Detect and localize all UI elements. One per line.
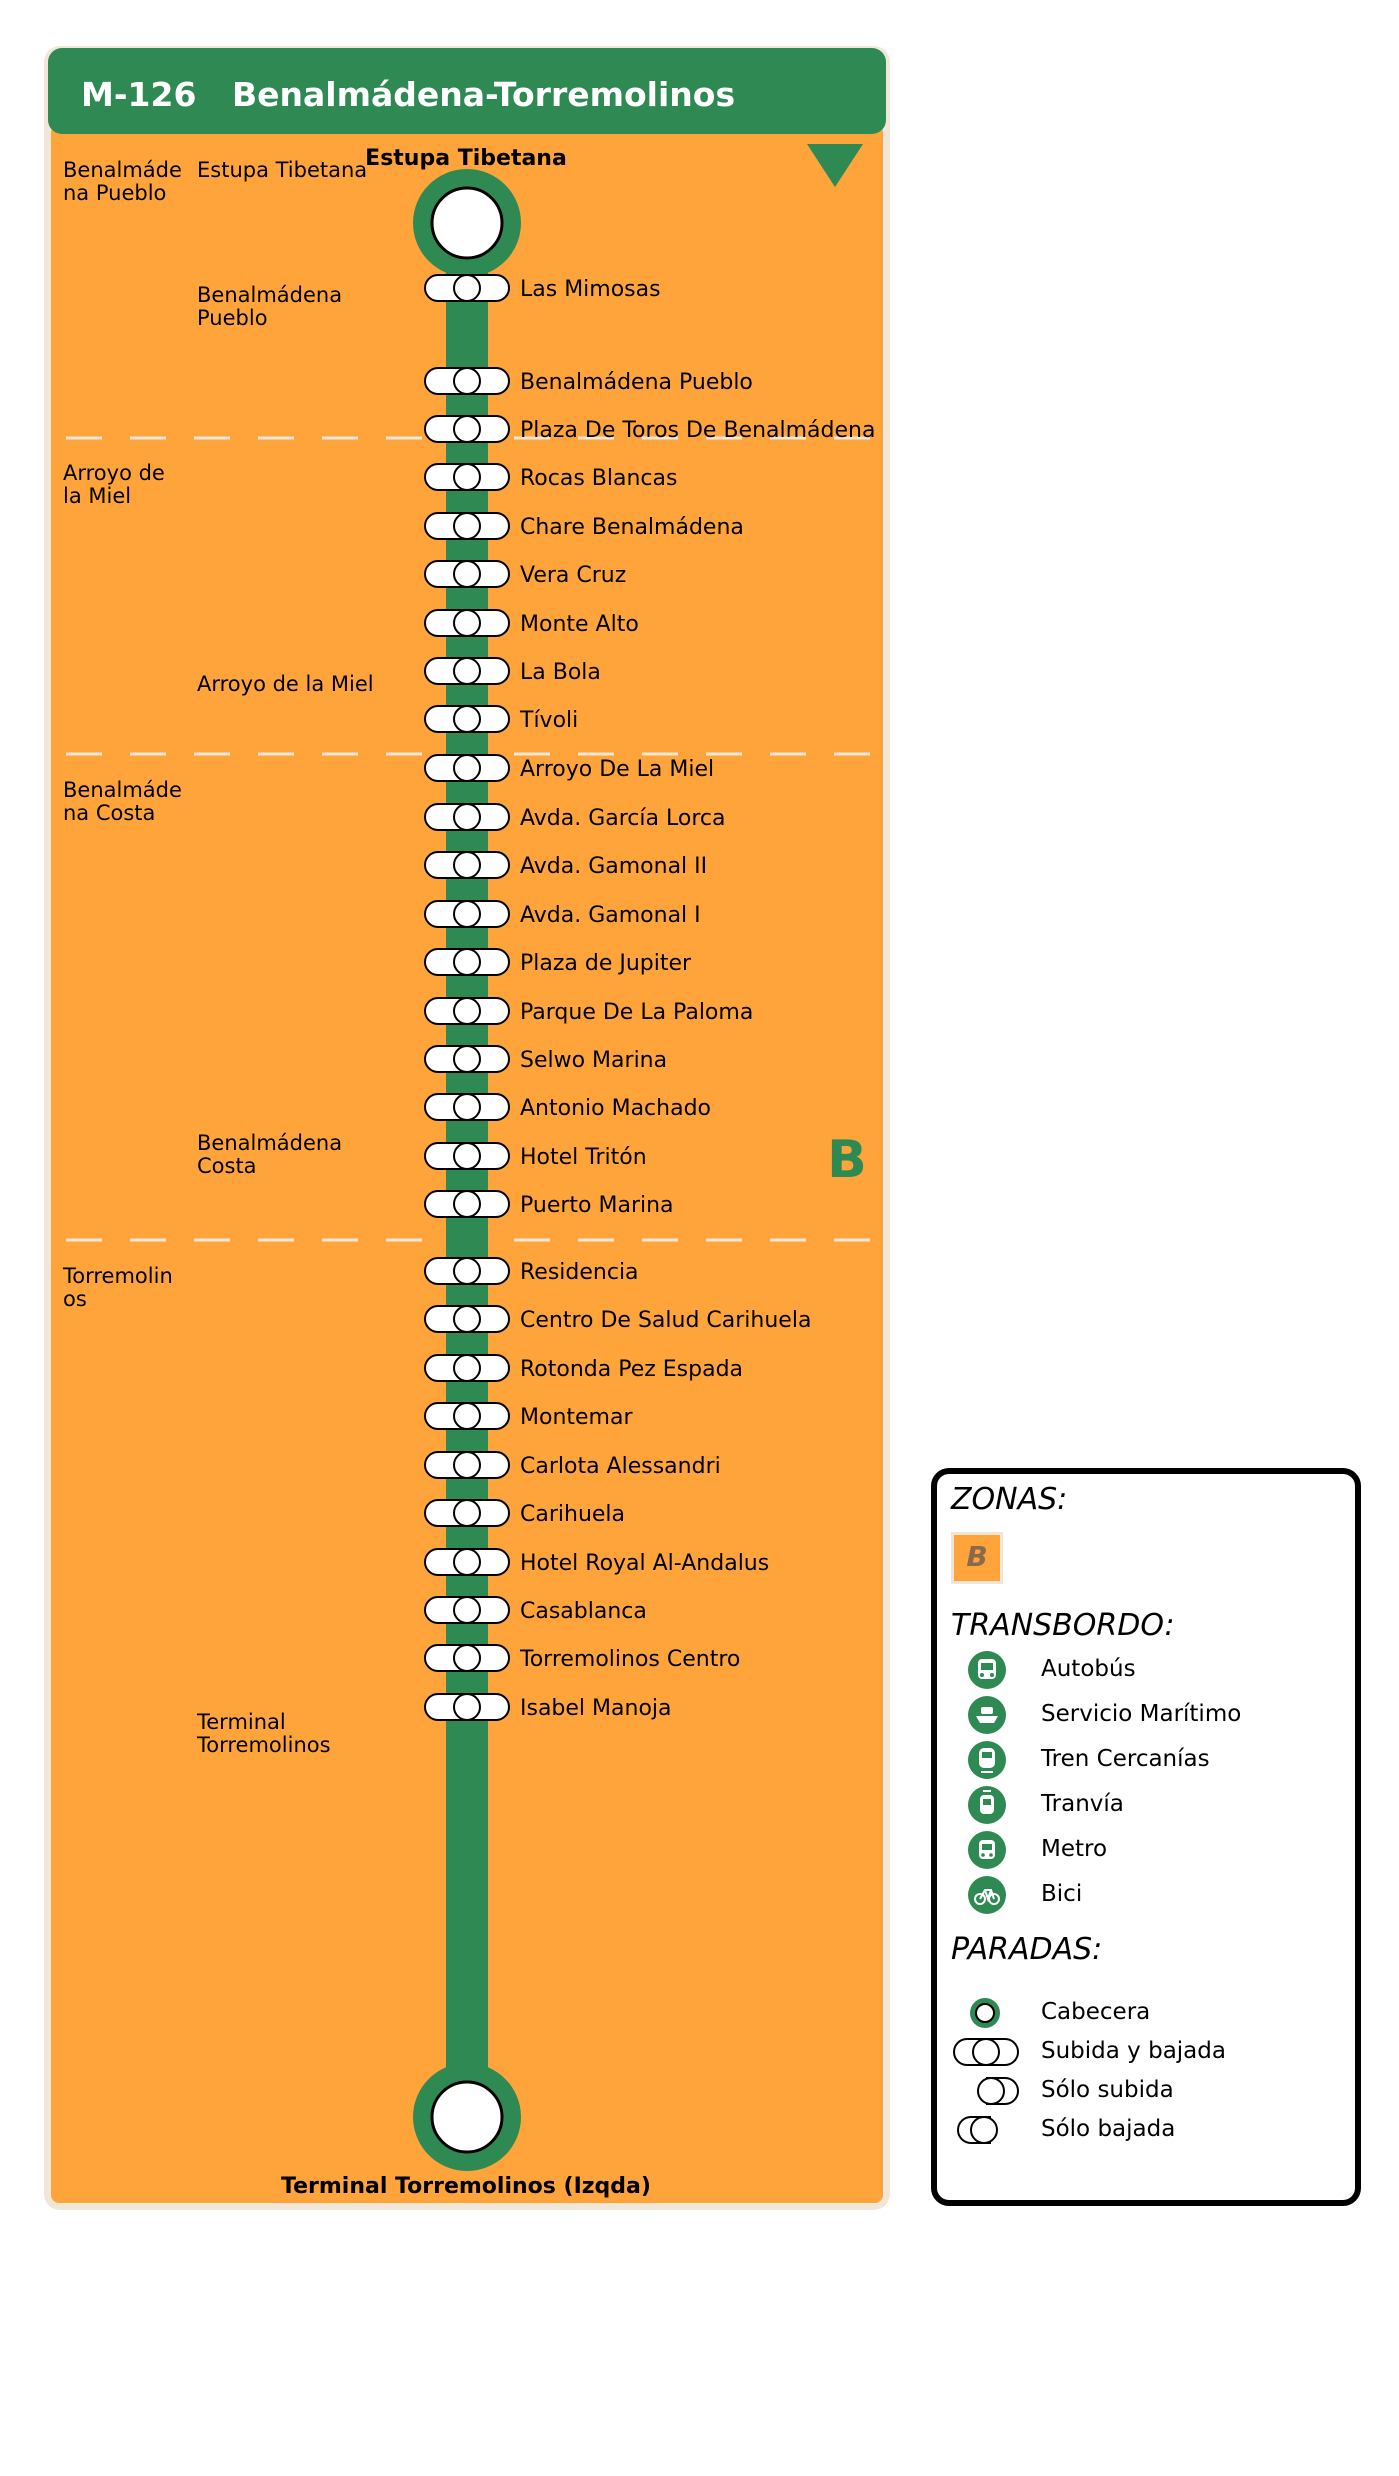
stop-marker-inner [454, 998, 480, 1024]
legend-transfer-label: Autobús [1041, 1656, 1136, 1682]
locality-label: Terminal Torremolinos [197, 1710, 331, 1757]
legend-stop-type-label: Sólo bajada [1041, 2116, 1176, 2142]
stop-row [425, 1046, 667, 1073]
stop-name: Benalmádena Pueblo [520, 370, 753, 395]
legend-transfer-label: Servicio Marítimo [1041, 1701, 1242, 1727]
stop-row [425, 1549, 769, 1576]
stop-name: Carlota Alessandri [520, 1454, 721, 1479]
stop-marker-inner [454, 1046, 480, 1072]
stop-marker-inner [454, 1597, 480, 1623]
stop-name: Avda. Gamonal I [520, 903, 701, 928]
stop-marker-inner [454, 949, 480, 975]
stop-row [425, 1597, 647, 1624]
zone-letter: B [827, 1130, 867, 1190]
stop-row [425, 949, 692, 976]
stop-marker-inner [454, 1645, 480, 1671]
stop-row [425, 275, 661, 302]
terminus-icon [951, 1995, 1023, 2031]
stop-row [425, 1306, 811, 1333]
stop-name: Isabel Manoja [520, 1696, 672, 1721]
stop-name: Torremolinos Centro [520, 1647, 741, 1672]
stop-row [425, 1355, 743, 1382]
stop-row [425, 1094, 711, 1121]
stop-name: Chare Benalmádena [520, 515, 744, 540]
locality-label: Benalmádena Pueblo [197, 283, 343, 330]
stop-marker-inner [454, 706, 480, 732]
bus-icon [967, 1650, 1007, 1690]
legend-stop-type-label: Cabecera [1041, 1999, 1151, 2025]
stop-name: Plaza De Toros De Benalmádena [520, 418, 876, 443]
stop-marker-inner [454, 755, 480, 781]
stop-marker-inner [454, 1452, 480, 1478]
stop-row [425, 1258, 639, 1285]
bike-icon [967, 1875, 1007, 1915]
stop-marker-inner [454, 610, 480, 636]
legend-zones-title: ZONAS: [951, 1482, 1068, 1517]
stop-marker-inner [454, 1403, 480, 1429]
stop-name: Carihuela [520, 1502, 626, 1527]
stop-marker-inner [454, 1694, 480, 1720]
stop-name: Avda. Gamonal II [520, 854, 708, 879]
legend-transfer-title: TRANSBORDO: [951, 1608, 1175, 1643]
stop-name: La Bola [520, 660, 601, 685]
stop-marker-inner [454, 804, 480, 830]
stop-marker-inner [454, 1143, 480, 1169]
stop-marker-inner [454, 416, 480, 442]
stop-marker-inner [454, 1549, 480, 1575]
stop-row [425, 1645, 740, 1672]
municipality-label: Torremolin os [63, 1264, 173, 1311]
tram-icon [967, 1785, 1007, 1825]
stop-name: Selwo Marina [520, 1048, 668, 1073]
locality-label: Estupa Tibetana [197, 158, 368, 182]
terminus-end-label: Terminal Torremolinos (Izqda) [281, 2174, 651, 2199]
stop-name: Vera Cruz [520, 563, 627, 588]
stop-row [425, 1694, 672, 1721]
stop-marker-inner [454, 1258, 480, 1284]
stop-marker-inner [454, 513, 480, 539]
legend-transfer-label: Tren Cercanías [1041, 1746, 1210, 1772]
stop-row [425, 1143, 647, 1170]
stop-row [425, 804, 725, 831]
stop-marker-inner [454, 658, 480, 684]
municipality-label: Benalmáde na Pueblo [63, 158, 182, 205]
stop-name: Rotonda Pez Espada [520, 1357, 744, 1382]
stop-row [425, 1452, 721, 1479]
legend-zone-sample: B [951, 1532, 1003, 1584]
stop-name: Casablanca [520, 1599, 647, 1624]
stop-marker-inner [454, 368, 480, 394]
stop-row [425, 1191, 674, 1218]
stop-marker-inner [454, 1191, 480, 1217]
stop-name: Plaza de Jupiter [520, 951, 692, 976]
stop-marker-inner [454, 901, 480, 927]
metro-icon [967, 1830, 1007, 1870]
stop-marker-inner [454, 464, 480, 490]
stop-row [425, 706, 578, 733]
stop-row [425, 513, 744, 540]
stop-name: Centro De Salud Carihuela [520, 1308, 812, 1333]
terminus-end-inner [432, 2082, 502, 2152]
legend-transfer-label: Metro [1041, 1836, 1108, 1862]
terminus-start-inner [432, 188, 502, 258]
stop-name: Parque De La Paloma [520, 1000, 754, 1025]
stop-name: Las Mimosas [520, 277, 661, 302]
terminus-start-label: Estupa Tibetana [365, 146, 567, 171]
stop-row [425, 561, 626, 588]
legend-transfer-label: Tranvía [1041, 1791, 1124, 1817]
stop-marker-inner [454, 852, 480, 878]
locality-label: Arroyo de la Miel [197, 672, 374, 696]
stop-row [425, 464, 677, 491]
stop-name: Puerto Marina [520, 1193, 674, 1218]
stop-marker-inner [454, 1500, 480, 1526]
stop-marker-inner [454, 1306, 480, 1332]
stop-marker-inner [454, 1094, 480, 1120]
stop-row [425, 755, 714, 782]
alighting-only-stop-icon [951, 2112, 1023, 2148]
stop-marker-inner [454, 561, 480, 587]
stop-name: Avda. García Lorca [520, 806, 726, 831]
legend-stop-type-label: Subida y bajada [1041, 2038, 1226, 2064]
legend-panel [931, 1468, 1361, 2206]
stop-row [425, 852, 707, 879]
stop-name: Rocas Blancas [520, 466, 678, 491]
ferry-icon [967, 1695, 1007, 1735]
stop-row [425, 1403, 633, 1430]
route-name: Benalmádena-Torremolinos [232, 75, 736, 114]
stop-row [425, 1500, 625, 1527]
municipality-label: Benalmáde na Costa [63, 778, 182, 825]
train-icon [967, 1740, 1007, 1780]
legend-transfer-label: Bici [1041, 1881, 1083, 1907]
legend-stops-title: PARADAS: [951, 1932, 1103, 1967]
legend-stop-type-label: Sólo subida [1041, 2077, 1174, 2103]
stop-name: Hotel Tritón [520, 1145, 647, 1170]
stop-name: Arroyo De La Miel [520, 757, 715, 782]
stop-name: Residencia [520, 1260, 639, 1285]
stop-name: Hotel Royal Al-Andalus [520, 1551, 770, 1576]
both-ways-stop-icon [951, 2034, 1023, 2070]
stop-name: Montemar [520, 1405, 633, 1430]
stop-name: Antonio Machado [520, 1096, 711, 1121]
stop-row [425, 610, 639, 637]
stop-row [425, 901, 701, 928]
stop-row [425, 416, 875, 443]
stop-row [425, 368, 753, 395]
municipality-label: Arroyo de la Miel [63, 461, 165, 508]
stop-marker-inner [454, 275, 480, 301]
boarding-only-stop-icon [951, 2073, 1023, 2109]
stop-row [425, 998, 753, 1025]
stop-marker-inner [454, 1355, 480, 1381]
stop-name: Monte Alto [520, 612, 639, 637]
locality-label: Benalmádena Costa [197, 1131, 343, 1178]
route-code: M-126 [81, 75, 197, 114]
stop-name: Tívoli [520, 708, 579, 733]
